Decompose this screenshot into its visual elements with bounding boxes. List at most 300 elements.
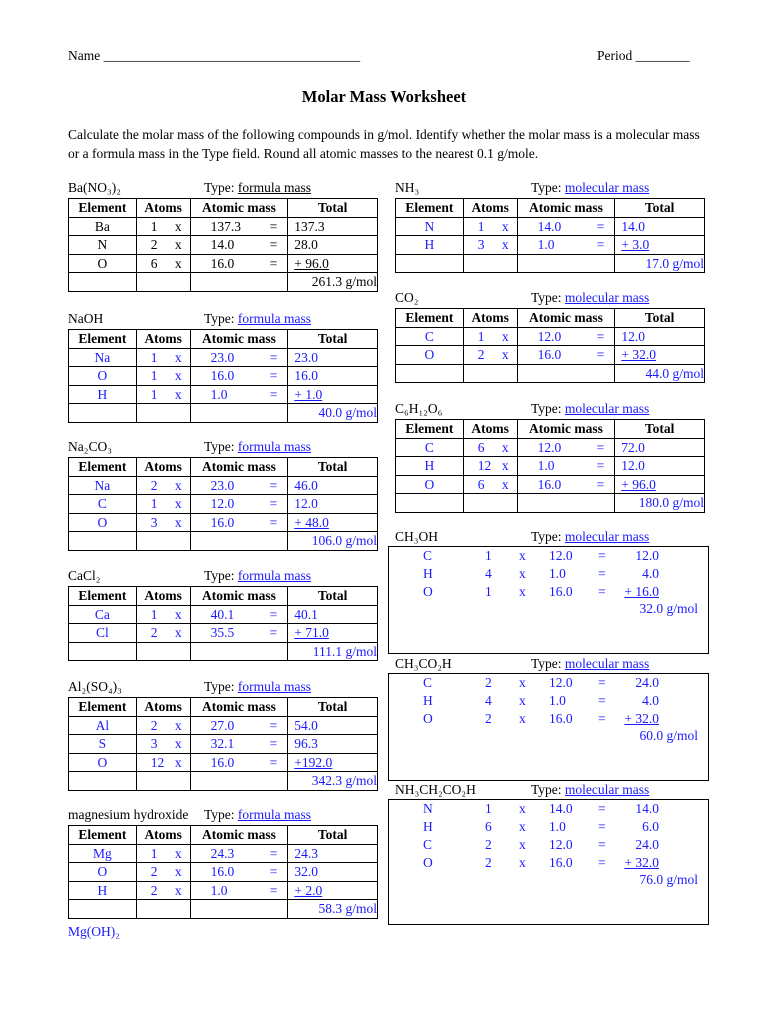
equals-sign: = (598, 675, 606, 690)
atoms-cell (463, 438, 517, 457)
equals-sign: = (269, 349, 278, 365)
times-sign: x (174, 218, 182, 234)
compound-table-nh3 (395, 179, 705, 271)
compound-caption (388, 781, 708, 798)
type-value: molecular mass (564, 180, 650, 195)
atoms-cell (136, 385, 190, 404)
total-cell (288, 716, 378, 735)
instructions-text: Calculate the molar mass of the following compounds in g/mol. Identify whether the molar mass is a molecular mass or a formula mass in the Type field. Round all atomic masses to the nearest 0.1 g/mole. (68, 127, 700, 161)
subtotal-value: 72.0 (621, 439, 645, 455)
subtotal-value: 23.0 (294, 349, 318, 365)
atomic-mass-value: 1.0 (210, 386, 228, 402)
atom-count: 1 (485, 801, 492, 816)
molar-mass-total: 106.0 g/mol (288, 532, 378, 551)
subtotal-value: + 96.0 (621, 476, 656, 492)
atomic-mass-value: 12.0 (549, 548, 573, 563)
equals-sign: = (269, 754, 278, 770)
atomic-mass-value: 1.0 (537, 237, 555, 253)
atomic-mass-value: 1.0 (549, 566, 566, 581)
molar-mass-table (68, 198, 378, 292)
atoms-cell (136, 236, 190, 255)
compound-formula: Ba(NO₃)₂ (68, 180, 121, 195)
element-cell: O (69, 254, 137, 273)
times-sign: x (519, 584, 526, 599)
element-cell: H (396, 236, 464, 255)
atom-count: 2 (150, 477, 158, 493)
times-sign: x (519, 819, 526, 834)
total-cell (615, 327, 705, 346)
equals-sign: = (598, 566, 606, 581)
atomic-mass-value: 1.0 (210, 882, 228, 898)
times-sign: x (174, 625, 182, 641)
equals-sign: = (596, 476, 605, 492)
atom-count: 6 (477, 439, 485, 455)
times-sign: x (174, 255, 182, 271)
type-field (531, 655, 649, 672)
type-label: Type: (204, 439, 238, 454)
subtotal-value: + 32.0 (621, 347, 656, 363)
atoms-cell (136, 716, 190, 735)
work-row (389, 710, 708, 728)
atomic-mass-value: 1.0 (549, 693, 566, 708)
times-sign: x (519, 675, 526, 690)
atom-count: 1 (150, 606, 158, 622)
total-cell (288, 735, 378, 754)
times-sign: x (519, 566, 526, 581)
table-row (396, 236, 705, 255)
element-cell: H (69, 881, 137, 900)
column-header-atoms: Atoms (136, 458, 190, 477)
molar-mass-total: 32.0 g/mol (639, 601, 698, 616)
type-label: Type: (204, 807, 238, 822)
atom-count: 2 (485, 711, 492, 726)
compound-table-na2co3 (68, 438, 378, 549)
equals-sign: = (269, 496, 278, 512)
equals-sign: = (598, 584, 606, 599)
atomic-mass-cell (190, 367, 288, 386)
subtotal-value: 14.0 (621, 218, 645, 234)
atoms-cell (136, 254, 190, 273)
column-header-atoms: Atoms (136, 698, 190, 717)
type-label: Type: (531, 401, 565, 416)
equals-sign: = (269, 514, 278, 530)
table-row (396, 438, 705, 457)
equals-sign: = (596, 328, 605, 344)
atomic-mass-value: 32.1 (210, 736, 235, 752)
subtotal-value: 96.3 (294, 736, 318, 752)
subtotal-value: 16.0 (294, 368, 318, 384)
table-row (396, 457, 705, 476)
atoms-cell (463, 346, 517, 365)
atomic-mass-cell (190, 495, 288, 514)
equals-sign: = (596, 439, 605, 455)
atomic-mass-cell (190, 881, 288, 900)
column-header-atomic-mass: Atomic mass (517, 199, 615, 218)
column-header-atoms: Atoms (136, 826, 190, 845)
table-row (69, 217, 378, 236)
type-field (204, 179, 311, 196)
type-field (204, 438, 311, 455)
atomic-mass-value: 16.0 (537, 347, 562, 363)
element-cell: Cl (69, 624, 137, 643)
type-field (531, 179, 649, 196)
work-row (389, 854, 708, 872)
molar-mass-total: 111.1 g/mol (288, 642, 378, 661)
equals-sign: = (596, 237, 605, 253)
element-symbol: H (423, 566, 433, 581)
total-cell (615, 475, 705, 494)
total-cell (288, 217, 378, 236)
element-cell: O (396, 475, 464, 494)
type-value: formula mass (237, 311, 312, 326)
atomic-mass-value: 40.1 (210, 606, 235, 622)
table-row (69, 476, 378, 495)
column-header-atoms: Atoms (463, 199, 517, 218)
atomic-mass-value: 16.0 (210, 368, 235, 384)
subtotal-value: 28.0 (294, 237, 318, 253)
atomic-mass-value: 12.0 (210, 496, 235, 512)
total-row (396, 494, 705, 513)
element-symbol: H (423, 819, 433, 834)
atom-count: 1 (485, 584, 492, 599)
subtotal-value: + 48.0 (294, 514, 329, 530)
atomic-mass-value: 35.5 (210, 625, 235, 641)
type-label: Type: (204, 311, 238, 326)
column-header-atomic-mass: Atomic mass (190, 698, 288, 717)
atom-count: 3 (150, 514, 158, 530)
table-header-row (69, 458, 378, 477)
atomic-mass-value: 12.0 (537, 439, 562, 455)
atomic-mass-cell (190, 254, 288, 273)
compound-table-ba-no3-2 (68, 179, 378, 290)
times-sign: x (519, 711, 526, 726)
type-field (204, 678, 311, 695)
work-row (389, 800, 708, 818)
element-symbol: N (423, 801, 433, 816)
atoms-cell (136, 881, 190, 900)
element-cell: S (69, 735, 137, 754)
compound-formula: CO₂ (395, 290, 419, 305)
subtotal-value: + 71.0 (294, 625, 329, 641)
type-label: Type: (531, 290, 565, 305)
column-header-element: Element (396, 420, 464, 439)
column-header-atomic-mass: Atomic mass (190, 826, 288, 845)
type-field (531, 781, 649, 798)
total-cell (288, 624, 378, 643)
atomic-mass-value: 24.3 (210, 845, 235, 861)
atom-count: 1 (150, 845, 158, 861)
atoms-cell (463, 327, 517, 346)
molar-mass-total: 40.0 g/mol (288, 404, 378, 423)
atom-count: 2 (150, 237, 158, 253)
type-label: Type: (531, 529, 565, 544)
element-cell: H (396, 457, 464, 476)
atoms-cell (136, 367, 190, 386)
subtotal-value: 24.0 (635, 675, 659, 690)
atomic-mass-value: 1.0 (537, 458, 555, 474)
compound-formula: CaCl₂ (68, 568, 101, 583)
equals-sign: = (269, 736, 278, 752)
column-header-total: Total (288, 698, 378, 717)
atom-count: 4 (485, 693, 492, 708)
atoms-cell (136, 605, 190, 624)
atomic-mass-cell (190, 385, 288, 404)
table-header-row (69, 199, 378, 218)
molar-mass-total: 342.3 g/mol (288, 772, 378, 791)
work-row (389, 674, 708, 692)
equals-sign: = (596, 347, 605, 363)
times-sign: x (174, 717, 182, 733)
column-header-atomic-mass: Atomic mass (517, 309, 615, 328)
atoms-cell (136, 844, 190, 863)
subtotal-value: 12.0 (294, 496, 318, 512)
table-row (69, 624, 378, 643)
total-row (69, 772, 378, 791)
total-cell (288, 254, 378, 273)
table-row (69, 495, 378, 514)
equals-sign: = (269, 218, 278, 234)
molar-mass-total: 44.0 g/mol (615, 364, 705, 383)
work-box (388, 673, 709, 781)
compound-formula: Al₂(SO₄)₃ (68, 679, 122, 694)
table-row (69, 863, 378, 882)
element-cell: O (396, 346, 464, 365)
subtotal-value: + 32.0 (624, 855, 659, 870)
atomic-mass-value: 1.0 (549, 819, 566, 834)
compound-caption (68, 806, 378, 823)
compound-table-magnesium-hydroxide (68, 806, 378, 939)
column-header-element: Element (396, 199, 464, 218)
times-sign: x (174, 514, 182, 530)
element-symbol: H (423, 693, 433, 708)
atomic-mass-cell (517, 327, 615, 346)
compound-box-ch3co2h (388, 655, 708, 743)
atomic-mass-cell (190, 513, 288, 532)
period-field-label: Period ________ (597, 48, 690, 63)
table-row (69, 348, 378, 367)
atomic-mass-value: 16.0 (537, 476, 562, 492)
total-cell (288, 348, 378, 367)
type-field (204, 310, 311, 327)
element-symbol: C (423, 675, 433, 690)
subtotal-value: 6.0 (642, 819, 659, 834)
subtotal-value: + 96.0 (294, 255, 329, 271)
atomic-mass-value: 14.0 (537, 218, 562, 234)
element-symbol: C (423, 548, 433, 563)
times-sign: x (501, 218, 509, 234)
atom-count: 3 (477, 237, 485, 253)
atom-count: 1 (150, 496, 158, 512)
equals-sign: = (598, 855, 606, 870)
total-cell (615, 346, 705, 365)
atomic-mass-value: 12.0 (549, 837, 573, 852)
compound-caption (388, 528, 708, 545)
total-cell (288, 753, 378, 772)
equals-sign: = (269, 606, 278, 622)
work-row (389, 836, 708, 854)
atoms-cell (136, 863, 190, 882)
compound-formula: magnesium hydroxide (68, 807, 189, 822)
compound-caption (68, 179, 378, 196)
type-value: molecular mass (564, 782, 650, 797)
column-header-atoms: Atoms (136, 330, 190, 349)
subtotal-value: 24.0 (635, 837, 659, 852)
times-sign: x (174, 754, 182, 770)
atomic-mass-cell (190, 735, 288, 754)
equals-sign: = (598, 801, 606, 816)
column-header-element: Element (69, 587, 137, 606)
subtotal-value: 32.0 (294, 864, 318, 880)
equals-sign: = (269, 477, 278, 493)
atomic-mass-value: 14.0 (210, 237, 235, 253)
column-header-element: Element (69, 698, 137, 717)
compound-box-nh3ch2co2h (388, 781, 708, 887)
compound-caption (68, 310, 378, 327)
subtotal-value: + 16.0 (624, 584, 659, 599)
atom-count: 2 (150, 882, 158, 898)
column-header-atoms: Atoms (463, 309, 517, 328)
type-label: Type: (531, 180, 565, 195)
atomic-mass-cell (517, 457, 615, 476)
table-row (69, 735, 378, 754)
table-row (69, 716, 378, 735)
work-row (389, 583, 708, 601)
atomic-mass-cell (190, 716, 288, 735)
times-sign: x (174, 386, 182, 402)
molar-mass-table (395, 308, 705, 383)
equals-sign: = (269, 845, 278, 861)
compound-caption (388, 655, 708, 672)
element-symbol: C (423, 837, 433, 852)
atoms-cell (136, 495, 190, 514)
element-cell: N (69, 236, 137, 255)
column-header-element: Element (69, 199, 137, 218)
compound-caption (395, 400, 705, 417)
atom-count: 1 (150, 218, 158, 234)
type-field (531, 400, 649, 417)
subtotal-value: 14.0 (635, 801, 659, 816)
column-header-total: Total (615, 420, 705, 439)
times-sign: x (501, 476, 509, 492)
equals-sign: = (598, 693, 606, 708)
molar-mass-table (68, 457, 378, 551)
times-sign: x (174, 477, 182, 493)
atomic-mass-cell (190, 348, 288, 367)
atoms-cell (136, 217, 190, 236)
atoms-cell (463, 457, 517, 476)
total-cell (288, 476, 378, 495)
atomic-mass-cell (190, 844, 288, 863)
element-cell: O (69, 367, 137, 386)
table-row (396, 217, 705, 236)
table-header-row (69, 698, 378, 717)
element-symbol: O (423, 584, 433, 599)
type-value: molecular mass (564, 529, 650, 544)
atomic-mass-value: 14.0 (549, 801, 573, 816)
atom-count: 1 (485, 548, 492, 563)
type-field (204, 806, 311, 823)
type-label: Type: (204, 568, 238, 583)
table-row (69, 236, 378, 255)
type-field (204, 567, 311, 584)
atomic-mass-cell (517, 475, 615, 494)
atomic-mass-value: 16.0 (210, 864, 235, 880)
table-header-row (69, 330, 378, 349)
molar-mass-total: 17.0 g/mol (615, 254, 705, 273)
times-sign: x (174, 237, 182, 253)
table-row (69, 385, 378, 404)
times-sign: x (519, 855, 526, 870)
compound-formula: C₆H₁₂O₆ (395, 401, 443, 416)
subtotal-value: 12.0 (635, 548, 659, 563)
column-header-atomic-mass: Atomic mass (517, 420, 615, 439)
equals-sign: = (596, 458, 605, 474)
compound-formula: CH₃CO₂H (395, 656, 452, 671)
atom-count: 6 (150, 255, 158, 271)
atomic-mass-value: 16.0 (210, 255, 235, 271)
type-value: formula mass (237, 439, 312, 454)
compound-caption (68, 567, 378, 584)
subtotal-value: 12.0 (621, 458, 645, 474)
equals-sign: = (269, 386, 278, 402)
atoms-cell (136, 513, 190, 532)
compound-formula: NH₃ (395, 180, 420, 195)
column-header-element: Element (396, 309, 464, 328)
element-cell: C (396, 327, 464, 346)
atom-count: 1 (150, 349, 158, 365)
total-cell (288, 881, 378, 900)
molar-mass-table (395, 419, 705, 513)
table-row (396, 346, 705, 365)
work-row (389, 818, 708, 836)
type-value: formula mass (237, 679, 312, 694)
column-header-atoms: Atoms (136, 587, 190, 606)
element-cell: Mg (69, 844, 137, 863)
equals-sign: = (269, 255, 278, 271)
atoms-cell (463, 236, 517, 255)
atomic-mass-value: 16.0 (210, 514, 235, 530)
atom-count: 3 (150, 736, 158, 752)
atom-count: 1 (477, 328, 485, 344)
equals-sign: = (598, 819, 606, 834)
element-cell: Ca (69, 605, 137, 624)
table-row (69, 881, 378, 900)
table-row (69, 254, 378, 273)
subtotal-value: 4.0 (642, 693, 659, 708)
compound-caption (68, 678, 378, 695)
compound-caption (68, 438, 378, 455)
times-sign: x (519, 801, 526, 816)
atom-count: 6 (485, 819, 492, 834)
atom-count: 12 (150, 754, 165, 770)
type-field (531, 528, 649, 545)
atom-count: 2 (485, 675, 492, 690)
element-cell: C (69, 495, 137, 514)
atomic-mass-value: 16.0 (210, 754, 235, 770)
compound-table-c6h12o6 (395, 400, 705, 511)
compound-box-ch3oh (388, 528, 708, 616)
table-row (69, 367, 378, 386)
total-cell (615, 457, 705, 476)
column-header-element: Element (69, 330, 137, 349)
work-box (388, 799, 709, 925)
element-cell: C (396, 438, 464, 457)
atom-count: 4 (485, 566, 492, 581)
column-header-total: Total (288, 587, 378, 606)
atomic-mass-cell (190, 624, 288, 643)
total-cell (288, 236, 378, 255)
subtotal-value: 4.0 (642, 566, 659, 581)
